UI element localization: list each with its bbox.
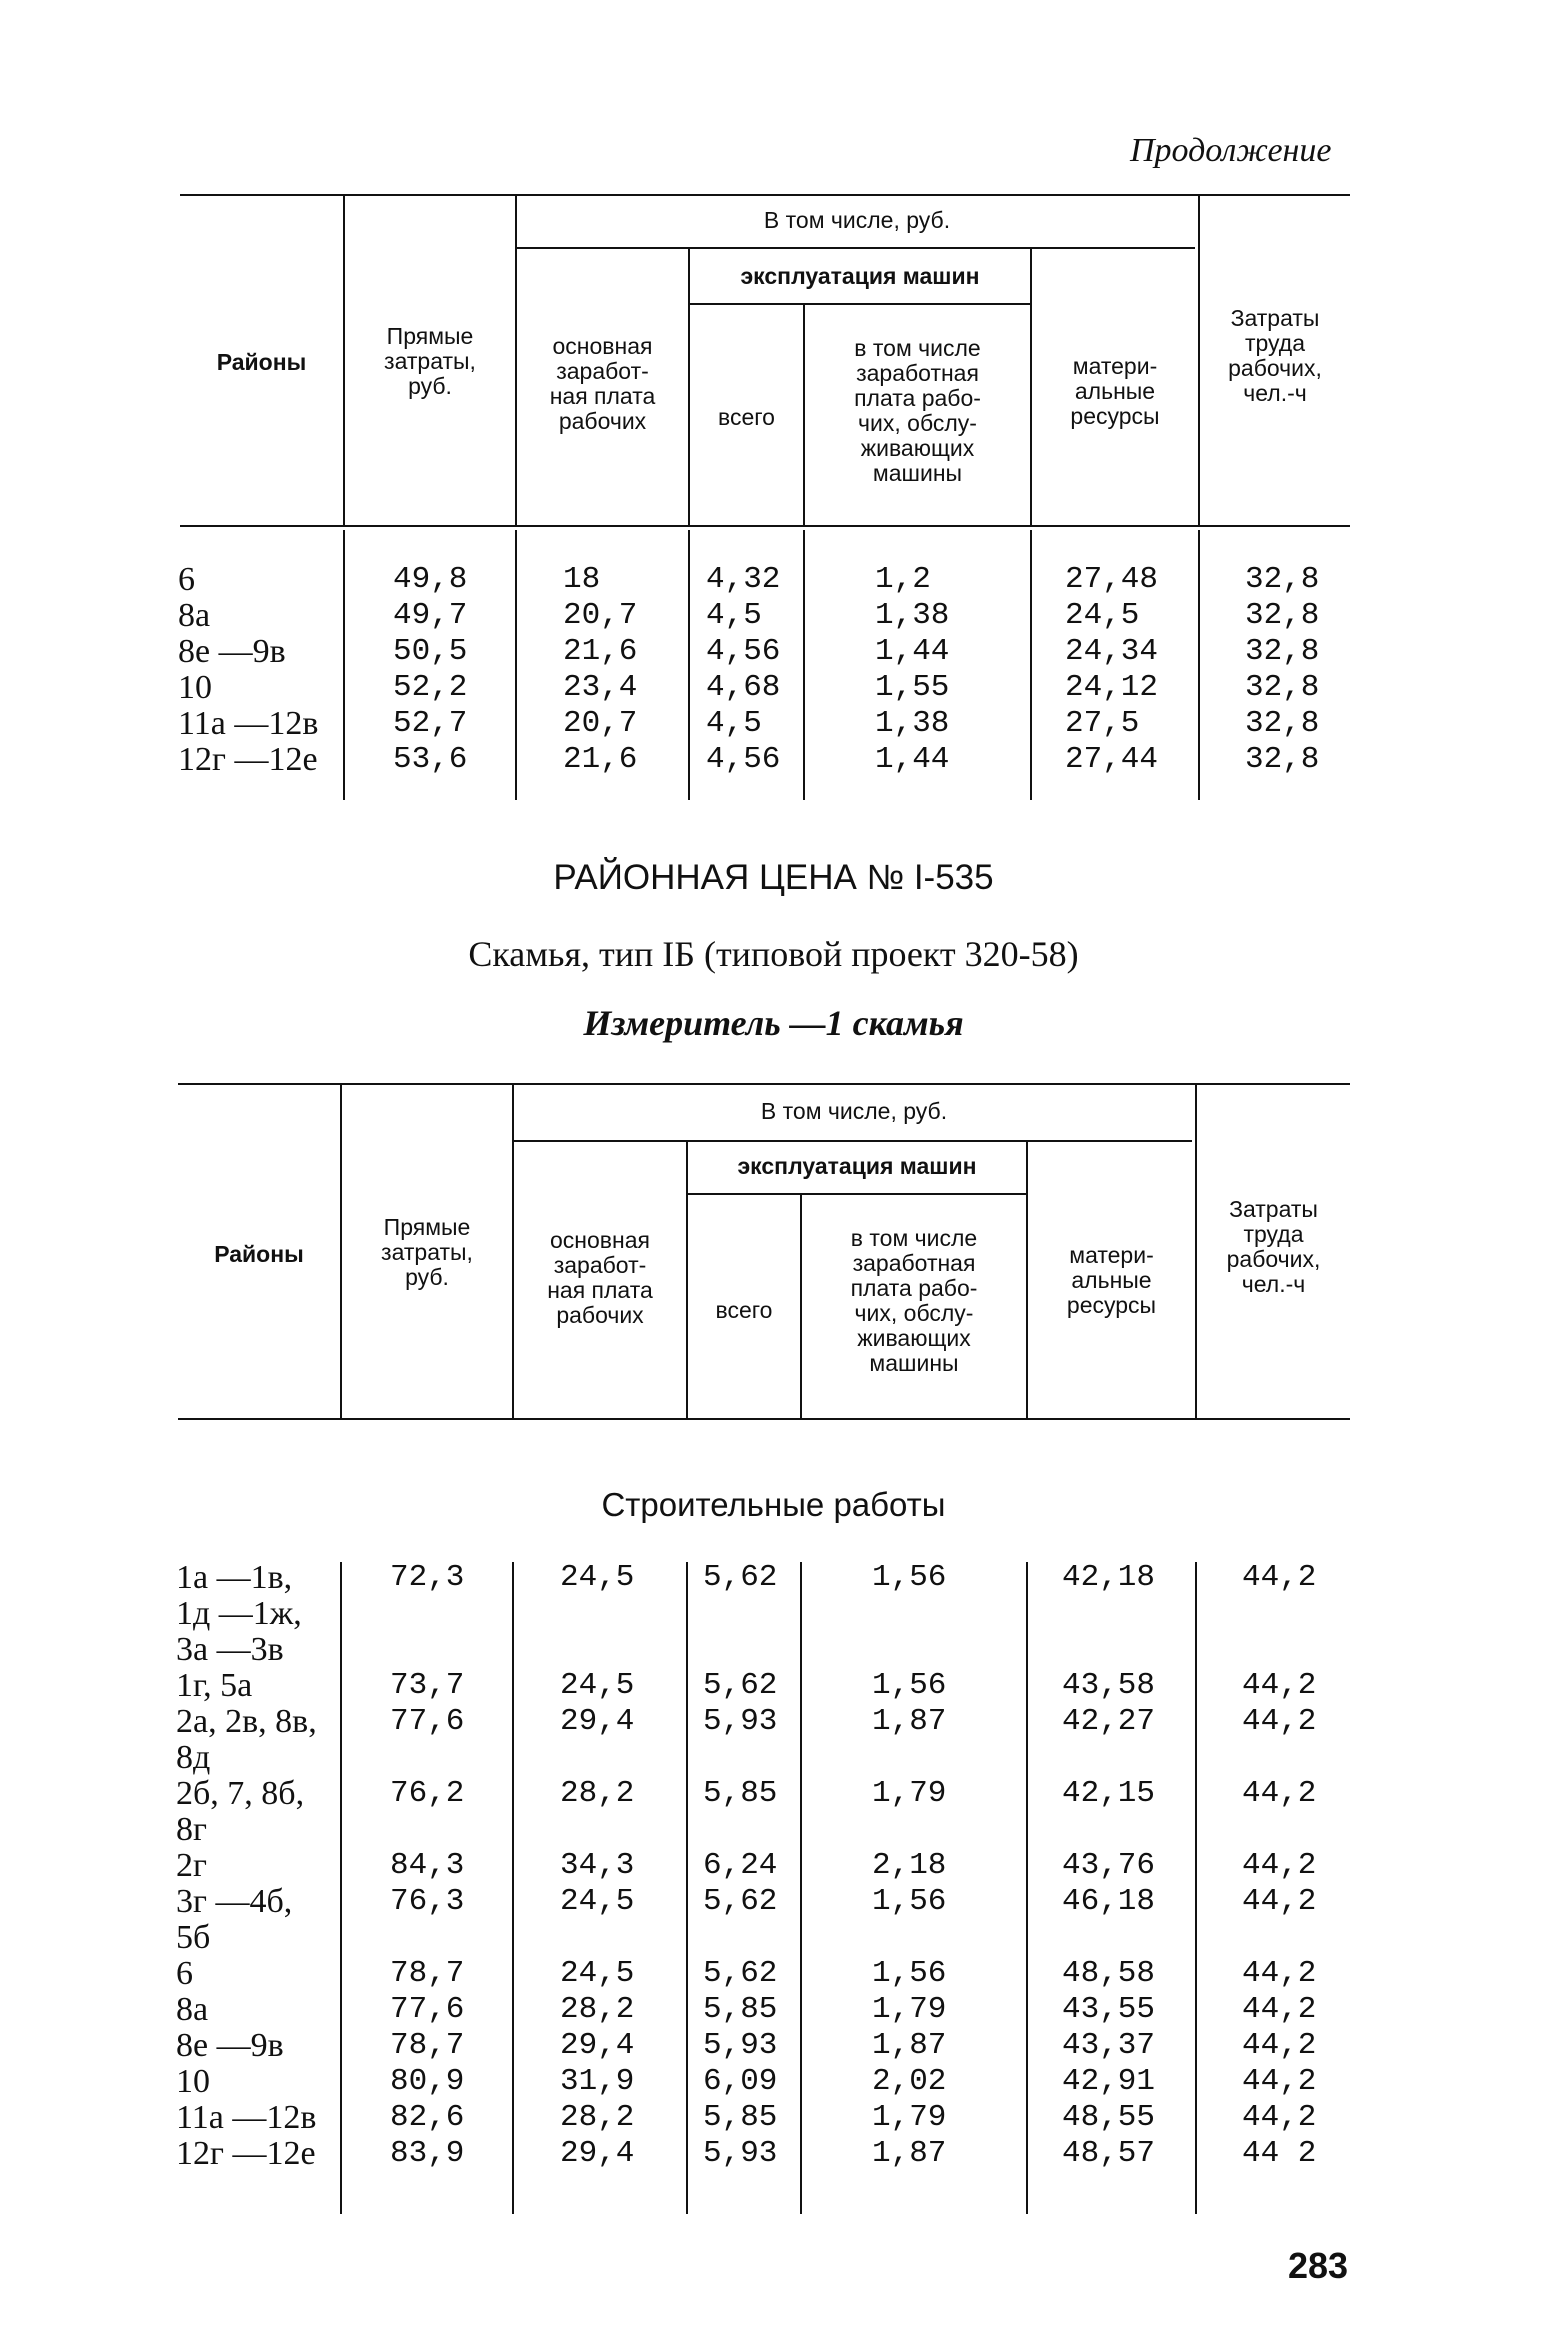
- table2-labor: 44,2 44,2 44,2 44,2 44,2 44,2 44,2 44,2 44,2 44,2 44,2 44 2: [1242, 1560, 1317, 2171]
- table1-materials: 27,48 24,5 24,34 24,12 27,5 27,44: [1065, 562, 1159, 777]
- col-header-direct: Прямые затраты, руб.: [381, 1214, 473, 1290]
- table2-wages: 24,5 24,5 29,4 28,2 34,3 24,5 24,5 28,2 29,4 31,9 28,2 29,4: [560, 1560, 635, 2171]
- item-title: Скамья, тип IБ (типовой проект 320-58): [468, 934, 1079, 974]
- table2-vline: [512, 1562, 514, 2214]
- table2-vline: [1195, 1562, 1197, 2214]
- table2-vline: [800, 1562, 802, 2214]
- col-header-labor: Затраты труда рабочих, чел.-ч: [1226, 1196, 1321, 1297]
- table1-labor: 32,8 32,8 32,8 32,8 32,8 32,8: [1245, 562, 1320, 777]
- table1-subgroup-rule: [515, 247, 1195, 249]
- col-header-labor: Затраты труда рабочих, чел.-ч: [1228, 305, 1322, 406]
- col-header-including: В том числе, руб.: [760, 1098, 948, 1124]
- col-header-districts: Районы: [216, 349, 307, 375]
- table1-districts: 6 8а 8е —9в 10 11а —12в 12г —12е: [178, 561, 319, 778]
- section-title: Строительные работы: [601, 1486, 946, 1523]
- table1-vline: [515, 530, 517, 800]
- table1-vline: [688, 249, 690, 526]
- table2-vline: [686, 1142, 688, 1418]
- page-number: 283: [1288, 2245, 1349, 2286]
- continuation-label: Продолжение: [1130, 132, 1332, 169]
- col-header-machines-wages: в том числе заработная плата рабо- чих, обслу- живающих машины: [850, 1225, 978, 1376]
- table2-machines-rule: [688, 1193, 1028, 1195]
- table2-materials: 42,18 43,58 42,27 42,15 43,76 46,18 48,58 43,55 43,37 42,91 48,55 48,57: [1062, 1560, 1156, 2171]
- table2-machines-wages: 1,56 1,56 1,87 1,79 2,18 1,56 1,56 1,79 1,87 2,02 1,79 1,87: [872, 1560, 947, 2171]
- table2-subgroup-rule: [512, 1140, 1192, 1142]
- col-header-materials: матери- альные ресурсы: [1070, 353, 1160, 429]
- table2-header-bottom-rule: [178, 1418, 1350, 1420]
- table2-direct: 72,3 73,7 77,6 76,2 84,3 76,3 78,7 77,6 78,7 80,9 82,6 83,9: [390, 1560, 465, 2171]
- table2-vline: [340, 1562, 342, 2214]
- table2-vline: [686, 1562, 688, 2214]
- table1-wages: 18 20,7 21,6 23,4 20,7 21,6: [563, 562, 638, 777]
- col-header-districts: Районы: [214, 1241, 304, 1267]
- col-header-wages: основная заработ- ная плата рабочих: [547, 1227, 653, 1328]
- table1-header-bottom-rule: [180, 525, 1350, 527]
- table1-machines-rule: [690, 303, 1030, 305]
- table1-vline: [803, 530, 805, 800]
- col-header-including: В том числе, руб.: [763, 207, 951, 233]
- col-header-machines-wages: в том числе заработная плата рабо- чих, обслу- живающих машины: [854, 335, 981, 486]
- col-header-machines-total: всего: [718, 404, 775, 430]
- table1-vline: [343, 530, 345, 800]
- col-header-machines-total: всего: [715, 1297, 773, 1323]
- col-header-materials: матери- альные ресурсы: [1066, 1242, 1157, 1318]
- table1-top-rule: [180, 194, 1350, 196]
- table1-machines-wages: 1,2 1,38 1,44 1,55 1,38 1,44: [875, 562, 950, 777]
- col-header-wages: основная заработ- ная плата рабочих: [549, 333, 656, 434]
- table1-direct: 49,8 49,7 50,5 52,2 52,7 53,6: [393, 562, 468, 777]
- measure-label: Измеритель —1 скамья: [583, 1003, 964, 1043]
- table1-vline: [688, 530, 690, 800]
- table2-districts: 1а —1в, 1д —1ж, 3а —3в 1г, 5а 2а, 2в, 8в, 8д 2б, 7, 8б, 8г 2г 3г —4б, 5б 6 8а 8е —9в 10 11а —12в 12г —12е: [176, 1559, 317, 2172]
- col-header-machines: эксплуатация машин: [740, 263, 980, 289]
- price-title: РАЙОННАЯ ЦЕНА № I-535: [553, 858, 994, 897]
- table2-machines-total: 5,62 5,62 5,93 5,85 6,24 5,62 5,62 5,85 5,93 6,09 5,85 5,93: [703, 1560, 778, 2171]
- table1-machines-total: 4,32 4,5 4,56 4,68 4,5 4,56: [706, 562, 781, 777]
- table1-vline: [1030, 530, 1032, 800]
- col-header-machines: эксплуатация машин: [737, 1153, 977, 1179]
- col-header-direct: Прямые затраты, руб.: [384, 323, 476, 399]
- table2-vline: [1026, 1562, 1028, 2214]
- table2-top-rule: [178, 1083, 1350, 1085]
- table1-vline: [1198, 530, 1200, 800]
